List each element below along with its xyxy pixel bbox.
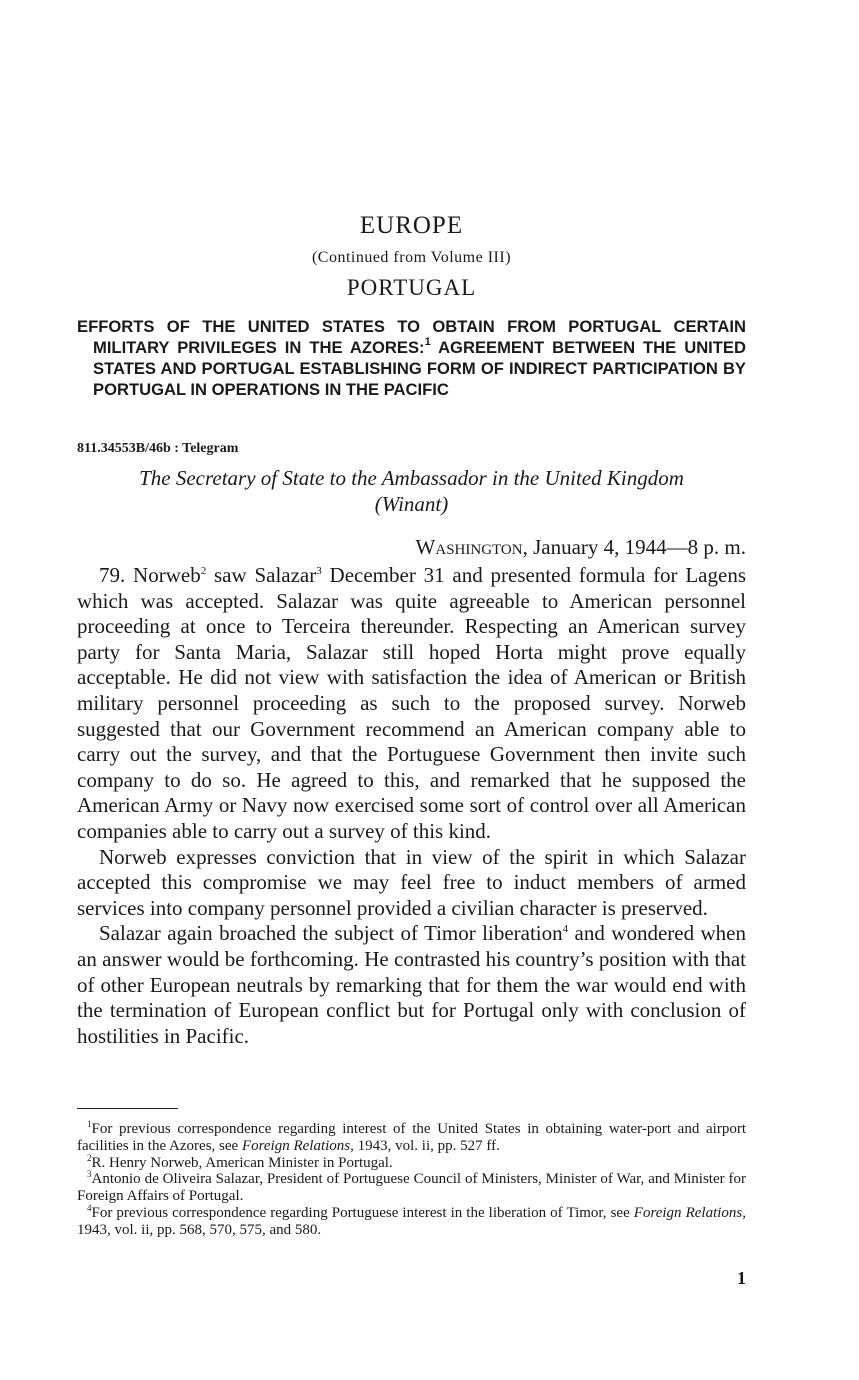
footnote-number: 4 [87,1202,92,1213]
footnote-ref-2[interactable]: 2 [200,565,207,577]
footnote-text: 1943, vol. ii, pp. 527 ff. [353,1137,500,1154]
footnote-2 [77,1152,746,1172]
footnote-1 [77,1121,746,1155]
page-number: 1 [737,1268,746,1288]
footnote-3 [77,1171,746,1205]
document-recipient: (Winant) [374,492,449,516]
dateline-date: January 4, 1944—8 p. m. [527,535,746,559]
footnote-number: 1 [87,1119,92,1129]
footnote-number: 2 [87,1152,92,1163]
footnote-number: 3 [87,1169,92,1180]
footnote-ref-3[interactable]: 3 [316,565,322,577]
body-text-span: and wondered when an answer would be forthcoming. He contrasted his country’s position with that of other European neutrals by remarking that for them the war would end with the termination of European conflict but for Portugal only with conclusion of hostilities in Pacific. [77,921,747,1048]
file-reference: 811.34553B/46b : Telegram [77,441,239,456]
dateline-place: Washington, [415,535,528,559]
body-text-span: December 31 and presented formula for Lagens which was accepted. Salazar was quite agreeable to American personnel proceeding at once to Terceira thereunder. Respecting an American survey party for Santa Maria, Salazar still hoped Horta might prove equally acceptable. He did not view with satisfaction the idea of American or British military personnel proceeding as such to the proposed survey. Norweb suggested that our Government recommend an American company able to carry out the survey, and that the Portuguese Government then invite such company to do so. He agreed to this, and remarked that he supposed the American Army or Navy now exercised some sort of control over all American companies able to carry out a survey of this kind. [77,563,746,843]
section-heading-region: EUROPE [359,212,464,239]
body-text-span: 79. Norweb [99,563,201,587]
subject-heading [77,316,746,400]
footnote-text: R. Henry Norweb, American Minister in Portugal. [91,1154,393,1171]
footnote-text: For previous correspondence regarding Portuguese interest in the liberation of Timor, see [91,1204,634,1221]
body-paragraph-1 [77,563,746,845]
footnote-ref-4[interactable]: 4 [562,923,569,936]
footnote-citation: Foreign Relations, [241,1137,354,1154]
body-paragraph-3 [77,921,746,1049]
footnote-4 [77,1202,746,1239]
body-text-span: Salazar again broached the subject of Timor liberation [99,921,563,946]
subject-heading-text: EFFORTS OF THE UNITED STATES TO OBTAIN FROM PORTUGAL CERTAIN MILITARY PRIVILEGES IN THE AZORES: [77,317,746,357]
subject-heading-text-continued: AGREEMENT BETWEEN THE UNITED STATES AND PORTUGAL ESTABLISHING FORM OF INDIRECT PARTICIPATION BY PORTUGAL IN OPERATIONS IN THE PACIFIC [93,338,746,399]
continuation-note: (Continued from Volume III) [311,249,512,266]
document-title [77,465,746,517]
document-title-text: The Secretary of State to the Ambassador in the United Kingdom [139,466,684,490]
telegram-body [77,563,746,1049]
footnote-text: For previous correspondence regarding interest of the United States in obtaining water-port and airport facilities in the Azores, see [77,1121,746,1154]
footnote-citation: Foreign Relations, [633,1204,746,1221]
body-text-span: saw Salazar [206,563,317,587]
footnote-text: 1943, vol. ii, pp. 568, 570, 575, and 580. [77,1221,322,1238]
footnotes [77,1121,746,1239]
dateline [416,535,746,560]
body-paragraph-2: Norweb expresses conviction that in view of the spirit in which Salazar accepted this compromise we may feel free to induct members of armed services into company personnel provided a civilian character is preserved. [77,844,746,920]
section-heading-country: PORTUGAL [346,275,477,300]
footnote-ref-1[interactable]: 1 [424,336,431,348]
footnote-divider [77,1108,178,1109]
footnote-text: Antonio de Oliveira Salazar, President of Portuguese Council of Ministers, Minister of War, and Minister for Foreign Affairs of Portugal. [77,1171,746,1205]
